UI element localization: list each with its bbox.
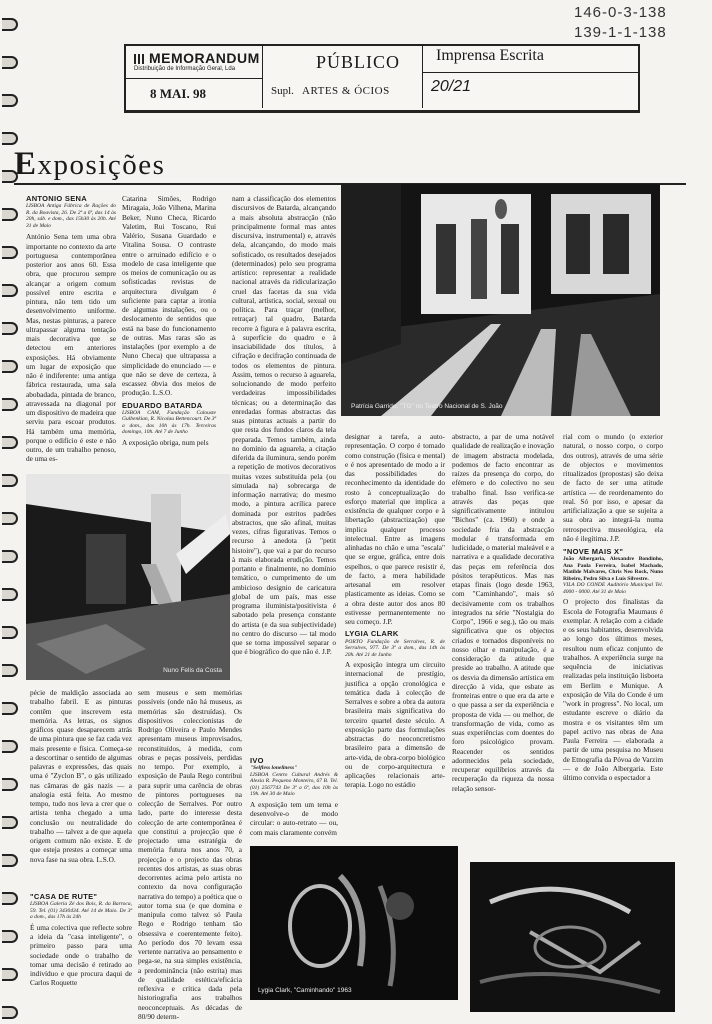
category-label: Imprensa Escrita	[436, 47, 544, 64]
binding-ring	[2, 588, 18, 601]
binding-ring	[2, 436, 18, 449]
article-body: nam a classificação dos elementos discursivos de Batarda, alcançando a mais absoluta abstracção (não principalmente formal mas antes discursiva, instrumental) e, através dela, alcançando, do modo mais sofisticado, os resultados desejados (determinados) pelo seu programa artístico: representar a realidade nacional através da ridicularização cruel das facetas da sua vida cultural, artística, social, sexual ou política. Para traçar (melhor, retraçar) tal quadro, Batarda recorre à figura e à palavra escrita, à superfície do quadro e à insaciabilidade dos títulos, à cifração e decifração continuada de todos os elementos de pintura. Assim, temos o recurso à aguarela, solucionando de modo perfeito verdadeiras impossibilidades técnicas; ou a determinação das enredadas formas abstractas das suas pinturas actuais a partir do que resta dos fundos claros da tela preparada. Temos também, ainda no domínio da aguarela, a citação diferida da iluminura, sendo porém a repetição de motivos decorativos muitas vezes substituída pela (ou simulada na) sobrecarga de informação narrativa; do mesmo modo, a pintura acrílica parece dominada por estritos padrões abstractos, que são afinal, muitas vezes, cifras figurativas. Temos o recurso à anedota (à "petit histoire"), que vai a par do recurso à mais elaborada erudição. Temos portanto e finalmente, no domínio temático, o cumprimento de um ambicioso desígnio de caricatura global de um país, mas esse programa iluminista/positivista é sabotado pela presença constante do artista (e da sua subjectividade) no centro do discurso — tal modo que se torna impossível separar o que é biográfico do que não é. J.P.	[232, 194, 336, 657]
binding-ring	[2, 132, 18, 145]
binding-ring	[2, 360, 18, 373]
section-title: Exposições	[14, 146, 166, 182]
binding-ring	[2, 1006, 18, 1019]
article-body: pécie de maldição associada ao trabalho fabril. E as pinturas contêm que inscrevem esta memória. As letras, os signos gráficos quase desaparecem atrás de uma pintura que se faz cada vez mais presente e física. Começa-se a descortinar o sentido de algumas palavras e expressões, das quais uma é "Zyclon B", o gás utilizado nas câmaras de gás nazis — a analogia está feita. Ao mesmo tempo, tudo nos leva a crer que o artista tenha chegado a uma conclusão ou neutralidade do trabalho — talvez a de que aquela origem comum não existe. E de que esteja prestes a começar uma nova fase na sua obra. L.S.O.	[30, 688, 132, 864]
article-info: LISBOA Galeria Zé dos Bois, R. da Barroca, 59. Tel. (01) 3430434. Até 14 de Maio. De 3ª a dom., das 17h às 24h	[30, 901, 132, 921]
article-body: abstracto, a par de uma notável qualidade de realização e inovação de imagem abstracta modelada, podemos de facto encontrar as raízes da presença do corpo, do efémero e do colectivo no seu trabalho final. Isso verifica-se através das peças que significativamente intitulou "Bichos" (ca. 1960) e onde a sociedade fria da abstracção modular é transformada em ludicidade, o material maleável e a narrativa e a qualidade decorativa das peças em referência dos pósitos terapêuticos. Mas nas etapas finais (logo desde 1963, com "Caminhando", mais só decisivamente com os trabalhos integrados na série "Nostalgia do Corpo", 1966 e seg.), tão ou mais significativa que os objectos criados e tornados disponíveis no nosso olhar e manipulação, é a consideração da atitude que preside ao trabalho. A atitude que os desvia da dimensão artística em direcção à vida, que esbate as fronteiras entre o que era da arte e o que passa a ser da experiência e proposta de vida — ou melhor, de transformação de vida, como as suas experiências com doentes do foro psicológico provam. Reacender os sentidos adormecidos pela sociedade, recuperar equilíbrios através da recuperação da riqueza da nossa relação sensor-	[452, 432, 554, 793]
photo-nove-mais-x	[470, 862, 675, 1012]
article-subtitle: "Selfless loneliness"	[250, 765, 298, 772]
article-info: LISBOA Centro Cultural Andrés & Alexia R. Pequeno Monteiro, 67 B. Tel. (01) 2567743 De 3ª a 6ª, das 10h às 19h. Até 30 de Maio	[250, 771, 338, 798]
memorandum-logo	[134, 50, 260, 66]
photo-caption: Nuno Felis da Costa	[163, 667, 222, 674]
article-info: LISBOA CAM, Fundação Calouste Gulbenkian, R. Nicolau Bettencourt. De 3ª a dom., das 10h às 17h. Terceiras domingo, 10h. Até 7 de Junho	[122, 409, 216, 436]
binding-ring	[2, 246, 18, 259]
article-heading: IVO	[250, 756, 264, 765]
article-antonio-sena	[26, 194, 116, 472]
article-ivo	[250, 756, 338, 846]
photo-nuno-felis-da-costa	[26, 474, 230, 680]
binding-ring	[2, 930, 18, 943]
article-nove-mais-x	[563, 432, 663, 852]
article-body: A exposição tem um tema e desenvolve-o de modo circular: o auto-retrato — ou, com mais claramente convém	[250, 799, 338, 837]
article-heading: ANTONIO SENA	[26, 194, 87, 203]
source-name: MEMORANDUM	[149, 50, 260, 66]
article-body: A exposição obriga, num pels	[122, 437, 209, 447]
building-photo-graphic	[26, 474, 230, 680]
binding-ring	[2, 702, 18, 715]
article-info: LISBOA Antiga Fábrica de Rações do R. da Boavista, 26. De 2ª a 6ª, das 14 às 20h, sáb. e dom., das 15h30 às 20h. Até 31 de Maio	[26, 203, 116, 229]
article-lygia-clark-continuation	[452, 432, 554, 793]
article-info: PORTO Fundação de Serralves, R. de Serralves, 977. De 3ª a dom., das 14h às 20h. Até 21 de Junho	[345, 638, 445, 658]
binding-ring	[2, 398, 18, 411]
theatre-photo-graphic	[341, 184, 660, 416]
binding-ring	[2, 474, 18, 487]
page-number: 20/21	[431, 78, 472, 95]
article-casa-de-rute	[30, 892, 132, 1018]
article-heading: EDUARDO BATARDA	[122, 400, 203, 410]
binding-ring	[2, 18, 18, 31]
article-body: A exposição integra um circuito internacional de prestígio, justifica a opção cronológica e temática dada à colecção de Serralves e sobre a obra da autora brasileira mais significativa do terceiro quartel deste século. A exposição parte das formulações abstractas do neoconcretismo brasileiro para a dimensão de arte-vida, de obra-corpo biológico ou de corpo-arquitectura e aplicações relacionais arte-terapia. Logo no estádio	[345, 660, 445, 790]
article-batarda-continuation	[232, 194, 336, 752]
clipping-stamp	[124, 44, 640, 113]
binding-ring	[2, 968, 18, 981]
article-heading: LYGIA CLARK	[345, 629, 399, 639]
photo-caption: Lygia Clark, "Caminhando" 1963	[258, 987, 352, 994]
binding-ring	[2, 208, 18, 221]
binding-ring	[2, 740, 18, 753]
binding-ring	[2, 322, 18, 335]
article-casa-continuation	[122, 194, 216, 472]
article-body: designar a tarefa, a auto-representação. O corpo é tomado como construção (física e mental) e é nos apresentado de modo a ir das possibilidades do reconhecimento da identidade do rosto à conceptualização do esforço material que implica a existência de qualquer corpo e à libertação (abstractização) que implica qualquer processo intelectual. Entre as imagens alinhadas no chão e uma "escala" que se ergue, gráfica, entre dois espelhos, o que parece resistir é, de facto, a mera habilidade artesanal em resolver plasticamente as ideias. Como se a obra deste autor dos anos 80 estivesse permanentemente no seu começo. J.P.	[345, 432, 445, 626]
article-heading: "CASA DE RUTE"	[30, 892, 98, 901]
lygia-photo-graphic	[250, 846, 458, 1000]
binding-ring	[2, 816, 18, 829]
photo-patricia-garrido	[341, 184, 660, 416]
abstract-photo-graphic	[470, 862, 675, 1012]
supplement-label: Supl.	[271, 85, 294, 97]
binding-ring	[2, 778, 18, 791]
article-body: O projecto dos finalistas da Escola de Fotografia Maumaus é exemplar. A relação com a cidade e os seus habitantes, desenvolvida ao longo dos últimos meses, resultou num eficaz conjunto de trabalhos. A experiência surge na sequência de iniciativas realizadas pela instituição lisboeta em Berlim e Munique. A exposição de Vila do Conde é um "work in progress". No local, um estudante escreve o diário da mostra e os visitantes têm um papel activo nas obras de Ana Paula Ferreira — elaborada a partir de uma pesquisa no Museu de Etnografia da Póvoa de Varzim — e de João Albergaria. Este último convida o espectador a	[563, 597, 663, 782]
binding-ring	[2, 284, 18, 297]
supplement-name: ARTES & ÓCIOS	[302, 85, 390, 97]
article-body: Catarina Simões, Rodrigo Miragaia, João Vilhena, Marina Beker, Nuno Checa, Ricardo Valetim, Rui Toscano, Rui Valério, Susana Guardado e Vitalina Sousa. O contraste entre o arruinado edifício e o modelo de casa inteligente que os meios de comunicação ou as sofisticadas revistas de arquitectura divulgam é suficiente para captar a ironia de algumas instalações, ou o deslocamento de sentidos que está na base do funcionamento de outras. Mas raras são as instalações (por exemplo a de Nuno Checa) que ultrapassa a simplicidade do enunciado — e que não se deve de certeza, à escassez óbvia dos meios de produção. L.S.O.	[122, 194, 216, 398]
article-names: João Albergaria, Alexandre Bondinho, Ana Paula Ferreira, Isabel Machado, Matilde Malvares, Chris Neo Rock, Nuno Ribeiro, Pedro Silva e Luís Silvestre.	[563, 556, 663, 582]
article-ivo-continuation	[345, 432, 445, 790]
article-body: rial com o mundo (o exterior natural, o nosso corpo, o corpo dos outros), através de uma série de objectos e movimentos ritualizados (propostas) são deixa de facto de ser uma atitude artística — de reordenamento do real. Só por isso, e apesar da artificialização a que se sujeita a sua obra ao integrá-la numa retrospectiva museológica, ela não é ilegítima. J.P.	[563, 432, 663, 543]
article-antonio-sena-continuation	[30, 688, 132, 888]
source-tagline: Distribuição de Informação Geral, Lda	[134, 66, 236, 72]
photo-caption: Patrícia Garrido, "TG" no Teatro Nacional de S. João	[351, 403, 503, 410]
article-body: António Sena tem uma obra importante no contexto da arte portuguesa contemporânea posterior aos anos 60. Essa obra, que procurou sempre alcançar a origem comum possível entre escrita e pintura, não tem tido um desenvolvimento uniforme. Mas, nestas pinturas, a parece ultrapassar alguma tentação mais decorativa que se detectou em anteriores exposições. Há obviamente um lugar de exposição que não é indiferente: uma antiga fábrica restaurada, uma sala abobadada, pintada de branco, atravessada na diagonal por um dispositivo de madeira que serviu para escoar produtos. Há também uma memória, porque o edifício é este e não outro, de um trabalho penoso, de uma es-	[26, 232, 116, 464]
binding-ring	[2, 626, 18, 639]
logo-mark-icon	[134, 54, 146, 64]
publication-name: PÚBLICO	[316, 52, 401, 72]
handwritten-code-1: 146-0-3-138	[574, 4, 667, 21]
binding-ring	[2, 512, 18, 525]
photo-lygia-clark	[250, 846, 458, 1000]
binding-ring	[2, 56, 18, 69]
article-heading: "NOVE MAIS X"	[563, 547, 624, 556]
clipping-date: 8 MAI. 98	[150, 86, 206, 101]
binding-ring	[2, 664, 18, 677]
handwritten-code-2: 139-1-1-138	[574, 24, 667, 41]
article-info: VILA DO CONDE Auditório Municipal Tel. 4000 - 0000. Até 31 de Maio	[563, 582, 663, 595]
article-body: sem museus e sem memórias possíveis (onde não há museus, as memórias são destruídas). Os dispositivos coleccionistas de Rodrigo Oliveira e Paulo Mendes apresentam museus improvisados, reconstituídos, à medida, com obras e peças possíveis, perdidas no tempo. Por exemplo, a exposição de Paula Rego contribui para suprir uma carência de obras de pintores portugueses na colecção de Serralves. Por outro lado, parte do interesse desta colecção de arte contemporânea é que constitui a projecção que é projectado uma estratégia de memória futura nos anos 70, a projecção e o projecto das obras recentes dos artistas, as suas obras decorrentes acima pelo artista no contexto da nova configuração narrativa do tempo) a poética que o autor torna sua (e que domina e manipula como talvez só Paula Rego e Rodrigo tenham tão obsessiva e coerentemente feito). Ao período dos 70 levam essa vertente narrativa ao pensamento e pega-se, na sua simples existência, a predominância (não estrita) mas de qualidade estética/eficácia reflexiva e crítica dada pela historiografia aos trabalhos neoconceptuais. As décadas de 80/90 determ-	[138, 688, 242, 1021]
binding-ring	[2, 94, 18, 107]
binding-ring	[2, 854, 18, 867]
article-batarda-body-continuation	[138, 688, 242, 1021]
binding-ring	[2, 550, 18, 563]
article-body: É uma colectiva que reflecte sobre a ideia da "casa inteligente", o primeiro passo para uma sociedade onde o trabalho de tomar uma decisão é retirado ao indivíduo e que procura daqui de Carlos Roquette	[30, 922, 132, 988]
binding-ring	[2, 892, 18, 905]
